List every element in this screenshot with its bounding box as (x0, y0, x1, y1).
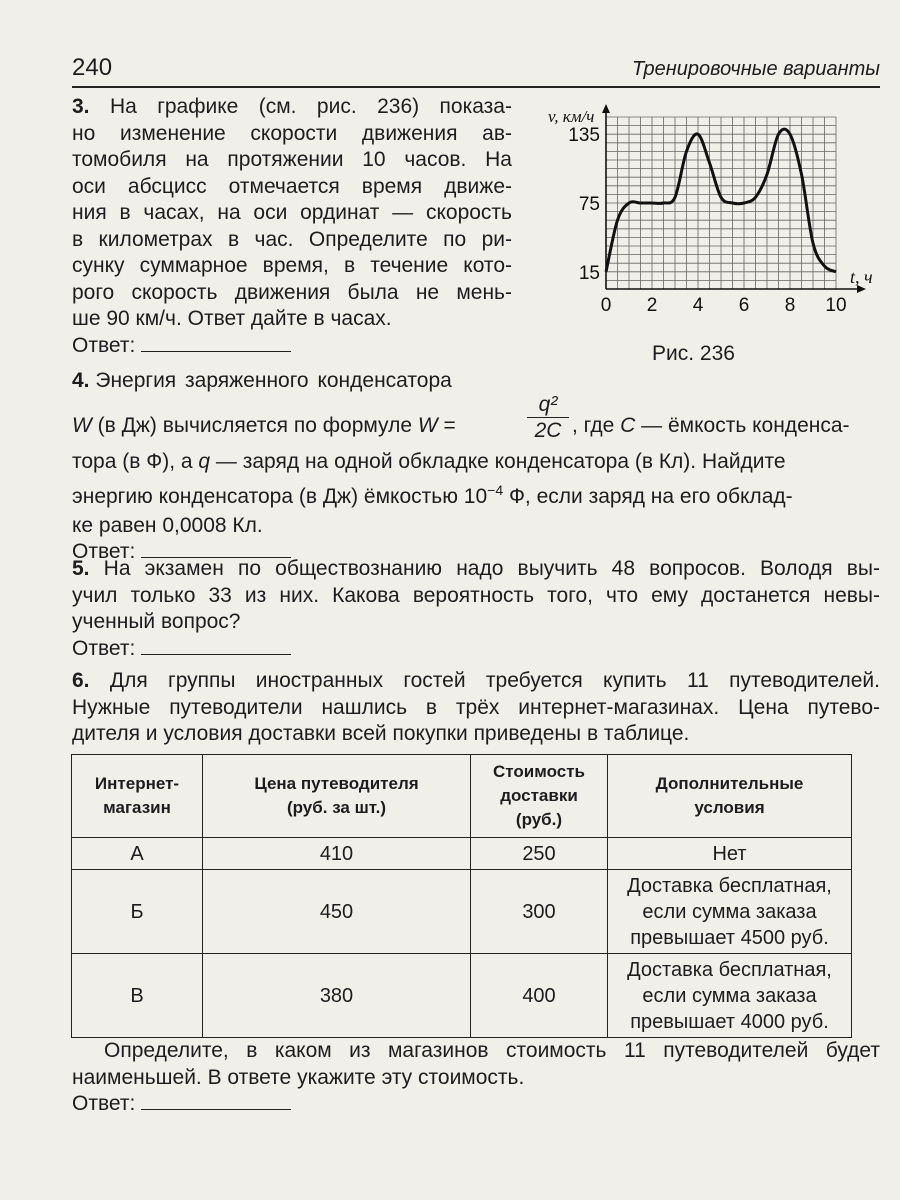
speed-chart (540, 100, 885, 340)
text: энергию конденсатора (в Дж) ёмкостью 10 (72, 485, 488, 508)
x-axis-label: t, ч (850, 267, 873, 287)
x-tick-label: 6 (738, 295, 750, 316)
answer-label: Ответ: (72, 636, 136, 660)
task-4-number: 4. (72, 369, 90, 392)
task-5-text: На экзамен по обществознанию надо выучить 48 вопросов. Володя вы- (103, 557, 880, 580)
cell-price: 450 (203, 870, 471, 954)
y-tick-label: 75 (578, 194, 600, 215)
answer-label: Ответ: (72, 1092, 136, 1115)
task-4-title: Энергия заряженного конденсатора (95, 369, 452, 392)
fraction-numerator: q² (527, 393, 569, 418)
task-3-line: рого скорость движения была не мень- (72, 280, 512, 304)
answer-blank[interactable] (141, 1091, 291, 1110)
answer-label: Ответ: (72, 333, 136, 357)
page-number: 240 (72, 54, 113, 81)
task-5-number: 5. (72, 557, 90, 580)
formula-fraction (527, 393, 569, 444)
text: — ёмкость конденса- (635, 413, 850, 437)
task-6-number: 6. (72, 669, 90, 692)
task-6-question-line: наименьшей. В ответе укажите эту стоимость. (72, 1065, 525, 1089)
table-row (72, 870, 852, 954)
header-price: Цена путеводителя (руб. за шт.) (203, 755, 471, 838)
task-6 (72, 668, 880, 748)
task-6-text: Для группы иностранных гостей требуется купить 11 путеводителей. (109, 669, 880, 692)
task-4-formula-line (72, 392, 880, 445)
table-header-row (72, 755, 852, 838)
y-axis-arrow (602, 104, 610, 113)
x-tick-label: 2 (646, 295, 658, 316)
task-3-line: но изменение скорости движения ав- (72, 121, 512, 145)
task-4-line (72, 368, 880, 395)
task-6-question (72, 1038, 880, 1118)
x-tick-label: 4 (692, 295, 704, 316)
running-title: Тренировочные варианты (631, 58, 880, 80)
x-tick-label: 10 (825, 295, 847, 316)
header-delivery: Стоимость доставки (руб.) (471, 755, 608, 838)
task-5 (72, 556, 880, 662)
equals-sign: = (437, 413, 456, 437)
task-3-answer (72, 333, 512, 360)
cell-price: 380 (203, 954, 471, 1038)
task-6-line: дителя и условия доставки всей покупки приведены в таблице. (72, 722, 690, 745)
task-3-line: ния в часах, на оси ординат — скорость (72, 201, 512, 224)
task-5-answer (72, 636, 880, 663)
task-3-line: томобиля на протяжении 10 часов. На (72, 148, 512, 171)
y-tick-label: 135 (568, 125, 600, 147)
task-5-line (72, 556, 880, 583)
cell-shop: Б (72, 870, 203, 954)
task-4-line: ке равен 0,0008 Кл. (72, 513, 263, 537)
table-row (72, 838, 852, 870)
cell-conditions: Доставка бесплатная, если сумма заказа превышает 4000 руб. (608, 954, 852, 1038)
answer-label: Ответ: (72, 540, 136, 563)
text: (в Дж) вычисляется по формуле (91, 413, 418, 437)
task-3-number: 3. (72, 95, 90, 118)
var-c: C (620, 413, 636, 437)
cell-shop: А (72, 838, 203, 870)
task-4-line (72, 449, 880, 476)
cell-delivery: 300 (471, 870, 608, 954)
text: Ф, если заряд на его обклад- (503, 485, 793, 508)
header-conditions: Дополнительные условия (608, 755, 852, 838)
task-3-line (72, 94, 512, 121)
cell-delivery: 400 (471, 954, 608, 1038)
y-tick-label: 15 (578, 262, 600, 284)
text: тора (в Ф), а (72, 449, 199, 473)
text: — заряд на одной обкладке конденсатора (в Кл). Найдите (210, 449, 786, 473)
cell-delivery: 250 (471, 838, 608, 870)
task-3 (72, 94, 512, 359)
y-axis-label: v, км/ч (548, 107, 595, 126)
var-w: W (417, 413, 438, 437)
var-w: W (72, 413, 92, 437)
task-3-line: в километрах в час. Определите по ри- (72, 227, 512, 251)
task-3-line: ше 90 км/ч. Ответ дайте в часах. (72, 307, 392, 330)
answer-blank[interactable] (141, 636, 291, 655)
cell-conditions: Доставка бесплатная, если сумма заказа превышает 4500 руб. (608, 870, 852, 954)
task-6-question-line: Определите, в каком из магазинов стоимость 11 путеводителей будет (104, 1039, 880, 1062)
cell-shop: В (72, 954, 203, 1038)
exponent: −4 (487, 482, 504, 498)
x-tick-label: 0 (600, 295, 612, 316)
table-row (72, 954, 852, 1038)
x-tick-label: 8 (784, 295, 796, 316)
fraction-denominator: 2C (534, 418, 562, 442)
task-5-line: ученный вопрос? (72, 610, 241, 633)
task-3-text: На графике (см. рис. 236) показа- (109, 95, 512, 118)
task-5-line: учил только 33 из них. Какова вероятность того, что ему достанется невы- (72, 583, 880, 607)
shops-table (71, 754, 852, 1038)
task-3-line: оси абсцисс отмечается время движе- (72, 174, 512, 198)
text: , где (572, 413, 621, 437)
task-3-line: сунку суммарное время, в течение кото- (72, 254, 512, 277)
cell-conditions: Нет (608, 838, 852, 870)
task-6-line (72, 668, 880, 695)
page-header (72, 52, 880, 88)
figure-caption: Рис. 236 (652, 342, 735, 365)
task-4 (72, 368, 880, 566)
var-q: q (198, 449, 211, 473)
task-6-answer (72, 1091, 880, 1118)
task-6-line: Нужные путеводители нашлись в трёх интернет-магазинах. Цена путево- (72, 695, 880, 719)
header-shop: Интернет- магазин (72, 755, 203, 838)
cell-price: 410 (203, 838, 471, 870)
task-4-line (72, 477, 880, 511)
answer-blank[interactable] (141, 333, 291, 352)
